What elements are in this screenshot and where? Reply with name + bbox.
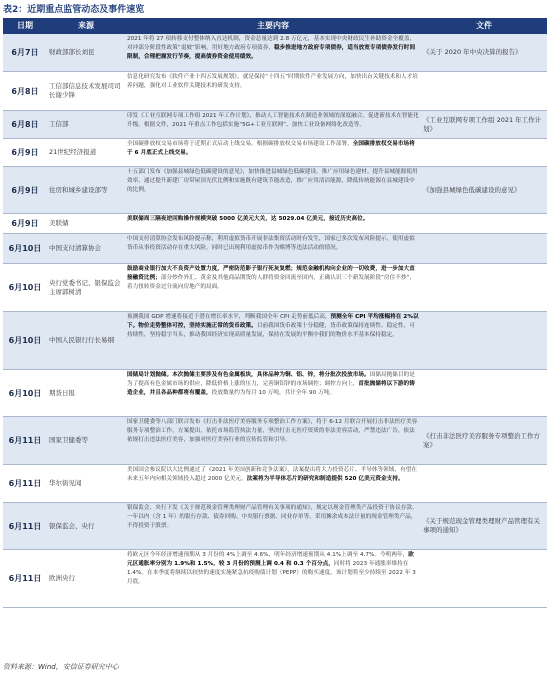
table-row (3, 264, 547, 312)
row-source: 央行党委书记、银保监会主席郭树清 (49, 278, 121, 296)
row-date: 6月8日 (11, 86, 39, 96)
row-content: 全国碳排放权交易市场将于近期正式启动上线交易，根据碳排放权交易市场建设工作部署，全国碳排放权交易市场将于 6 月底正式上线交易。 (127, 141, 415, 156)
row-source: 美联储 (49, 219, 69, 227)
table-row (3, 417, 547, 465)
table-row (3, 167, 547, 214)
header-document: 文件 (476, 21, 492, 30)
row-document: 《关于 2020 年中央决算的报告》 (423, 48, 522, 56)
row-source: 银保监会、央行 (49, 521, 95, 530)
table-row (3, 550, 547, 608)
row-content: 国储局计划抛储。本次抛储主要涉及有色金属板块，具体品种为铜、铝、锌，将分批次投放市场。国储局抛储目的是为了提高有色金属市场的供应，降低价格上涨的压力，完善铜铝锌的市场调控；调控方向上，首批抛储将以下游的铸造企业，并且各品种都将有覆盖，投放数量约为每月 10 万吨，共计全年 90 万吨。 (127, 372, 415, 396)
row-date: 6月10日 (8, 336, 42, 345)
row-document (421, 370, 547, 416)
row-date: 6月10日 (8, 283, 42, 292)
row-content: 美国国会参议院以大比例通过了《2021 年美国创新和竞争法案》，法案提出将大力投资芯片、半导体等领域，有望在未来五年内向相关领域投入超过 2000 亿美元。法案将为半导体芯片的研究和制造提供 520 亿美元资金支持。 (127, 467, 418, 482)
row-source: 中国支付清算协会 (49, 244, 101, 252)
table-row (3, 139, 547, 167)
row-date: 6月11日 (8, 521, 42, 531)
table-row (3, 214, 547, 234)
row-content: 将欧元区今年经济增速预期从 3 月份的 4%上调至 4.6%，明年经济增速预期从 4.1%上调至 4.7%。今明两年，欧元区通胀率分别为 1.9%和 1.5%，较 3 月份的预测上调 0.4 和 0.3 个百分点，同时将 2023 年通胀率维持在 1.4%。在本季度将继续以较快的速度实施紧急抗疫购债计划（PEPP）的购买速度，该计划将至少持续至 2022 年 3 月底。 (127, 552, 416, 585)
row-document (421, 465, 547, 502)
row-source: 工信部信息技术发展司司长谢少锋 (49, 82, 121, 99)
header-source: 来源 (78, 21, 94, 30)
row-document (421, 139, 547, 166)
row-content: 银保监会、央行下发《关于规范现金管理类理财产品管理有关事项的通知》，规定以现金管理类产品投资于协议存款、一年以内（含 1 年）的银行存款、债券回购、中央银行票据、同业存单等，采用摊余成本法计量的现金管理类产品，不得投资于股票。 (127, 505, 418, 529)
header-content: 主要内容 (257, 21, 289, 30)
row-content: 预测我国 GDP 增速将接近于潜在增长率水平，判断我国全年 CPI 走势前低后高，预测全年 CPI 平均涨幅将在 2%以下。物价走势整体可控，坚持实施正常的货币政策。目前我国货币政策十分稳健，货币政策保持连续性、稳定性、可持续性，坚持稳字当头，推动我国经济实现高质量发展，保持在发展的平衡中我们的物价水平基本保持稳定。 (127, 314, 419, 338)
row-source: 华尔街见闻 (49, 479, 82, 487)
table-row (3, 111, 547, 139)
source-note: 资料来源：Wind，安信证券研究中心 (3, 663, 119, 671)
row-date: 6月8日 (11, 120, 39, 129)
table-row (3, 503, 547, 550)
row-date: 6月11日 (8, 479, 42, 488)
row-content: 中国支付清算协会发布风险提示称，利用虚拟货币开展非法集资活动时有发生，国家已多次发布风险提示，使用虚拟货币从事投资活动存在重大风险，同时已出现利用虚拟币作为赌博等违法活动的情况。 (127, 236, 415, 251)
row-content: 美联储周三隔夜逆回购操作规模突破 5000 亿美元大关，达 5029.04 亿美元，接近历史高位。 (127, 216, 369, 222)
row-document: 《加强县城绿色低碳建设的意见》 (423, 185, 521, 194)
row-source: 期货日报 (49, 388, 75, 397)
row-document (421, 550, 547, 607)
row-document: 《关于规范现金管理类理财产品管理有关事项的通知》 (423, 517, 540, 534)
table-row (3, 465, 547, 503)
row-content: 印发《工业互联网专项工作组 2021 年工作计划》，推动人工智能技术在制造业领域的深度融合，促进新技术在智能化升级。根据文件，2021 年重点工作包括实施“5G+工业互联网”、加快工业设备网络化改造等。 (127, 113, 419, 128)
row-source: 住房和城乡建设部等 (49, 185, 108, 194)
row-source: 21世纪经济报道 (49, 148, 97, 156)
row-source: 中国人民银行行长易纲 (49, 336, 114, 344)
row-document (421, 214, 547, 233)
table-body (3, 34, 547, 608)
row-date: 6月11日 (8, 574, 42, 583)
row-content: 鼓励商业银行加大不良资产处置力度，严密防范影子银行死灰复燃；规范金融机构向企业的一切收费，进一步加大直接融资比例；部分炒作外汇、黄金及其他商品期货的人群将资金回流至国内，正确认识三个新发展阶段“房住不炒”，着力扭转资金过分流向房地产的局面。 (127, 266, 416, 290)
row-document: 《打击非法医疗美容服务专项整治工作方案》 (423, 431, 540, 449)
row-content: 信息化研究发布《软件产业十四五发展规划》，就是保持“十四五”时期软件产业发展方向，加快出台关键技术和人才培养问题，强化对工业软件关键技术的研发支持。 (127, 74, 418, 89)
row-document (421, 234, 547, 263)
events-table (3, 18, 547, 608)
table-row (3, 34, 547, 72)
table-row (3, 72, 547, 111)
row-date: 6月9日 (11, 219, 39, 228)
row-date: 6月9日 (11, 148, 39, 157)
row-document (421, 72, 547, 110)
row-date: 6月10日 (8, 244, 42, 253)
header-date: 日期 (17, 21, 33, 30)
row-date: 6月7日 (11, 48, 39, 57)
row-content: 十五部门发布《加强县城绿色低碳建设的意见》，加快推进县城绿色低碳建设，推广应用绿色建材。提升县城能源使用效率，通过提升新建厂房带屋顶光伏比例和实施既有建筑节能改造，推广应用清洁能源，降低传统能源在县城建设中的比例。 (127, 169, 418, 193)
row-source: 欧洲央行 (49, 574, 75, 582)
row-content: 2021 年将 27 项转移支付整体纳入直达机制，资金总量达到 2.8 万亿元，基本实现中央财政民生补助资金全覆盖，对冲部分阶段性政策“退坡”影响。用好地方政府专项债券，稳步推进地方政府专项债券，适当放宽专项债券发行时间限制，合理把握发行节奏，提高债券资金使用绩效。 (127, 36, 416, 60)
row-source: 工信部 (49, 120, 69, 128)
row-source: 国家卫健委等 (49, 436, 88, 444)
row-date: 6月11日 (8, 436, 42, 445)
table-row (3, 370, 547, 417)
row-document: 《工业互联网专项工作组 2021 年工作计划》 (423, 115, 542, 133)
row-date: 6月9日 (11, 185, 39, 195)
table-title: 表2：近期重点监管动态及事件速览 (3, 5, 145, 15)
row-document (421, 264, 547, 311)
row-source: 财政部部长刘昆 (49, 48, 95, 56)
row-content: 国家卫健委等八部门联合发布《打击非法医疗美容服务专项整治工作方案》，将于 6-12 月联合开展打击非法医疗美容服务专项整治工作。方案提出，依托市场监管执法力量，坚决打击无医疗资质的非法美容活动，严禁违法广告，依法依规打击违法医疗美容，加强对医疗美容行业的宣传监管和引导。 (127, 419, 418, 443)
row-document (421, 312, 547, 369)
row-date: 6月10日 (8, 388, 42, 398)
table-row (3, 312, 547, 370)
table-row (3, 234, 547, 264)
table-header (3, 18, 547, 34)
